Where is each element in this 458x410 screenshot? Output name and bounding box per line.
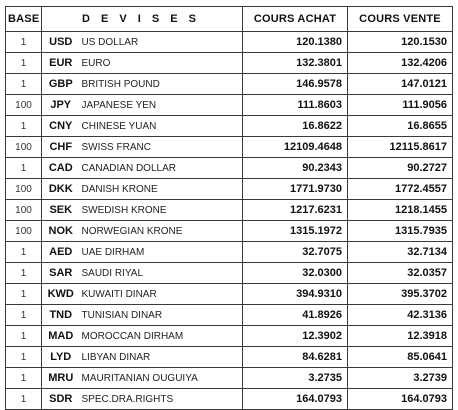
sell-rate: 90.2727 [348,158,453,179]
buy-rate: 120.1380 [243,32,348,53]
currency-code: CHF [42,137,80,158]
buy-rate: 32.0300 [243,263,348,284]
base-cell: 1 [6,242,42,263]
sell-rate: 1218.1455 [348,200,453,221]
base-cell: 1 [6,326,42,347]
table-row [6,389,453,410]
currency-name: BRITISH POUND [80,74,243,95]
currency-name: NORWEGIAN KRONE [80,221,243,242]
table-row [6,242,453,263]
base-cell: 1 [6,116,42,137]
sell-rate: 132.4206 [348,53,453,74]
currency-name: MOROCCAN DIRHAM [80,326,243,347]
buy-rate: 12.3902 [243,326,348,347]
sell-rate: 16.8655 [348,116,453,137]
base-cell: 100 [6,95,42,116]
base-cell: 1 [6,263,42,284]
buy-rate: 1771.9730 [243,179,348,200]
base-cell: 1 [6,389,42,410]
base-cell: 1 [6,158,42,179]
buy-rate: 111.8603 [243,95,348,116]
currency-code: KWD [42,284,80,305]
currency-name: CANADIAN DOLLAR [80,158,243,179]
currency-name: JAPANESE YEN [80,95,243,116]
currency-name: SAUDI RIYAL [80,263,243,284]
base-cell: 100 [6,221,42,242]
base-cell: 100 [6,179,42,200]
table-row [6,326,453,347]
buy-rate: 41.8926 [243,305,348,326]
currency-code: USD [42,32,80,53]
base-cell: 100 [6,137,42,158]
currency-name: TUNISIAN DINAR [80,305,243,326]
devises-header: D E V I S E S [42,7,243,32]
buy-rate: 132.3801 [243,53,348,74]
sell-rate: 42.3136 [348,305,453,326]
buy-rate: 16.8622 [243,116,348,137]
table-row [6,116,453,137]
currency-code: SDR [42,389,80,410]
currency-name: SWISS FRANC [80,137,243,158]
rate-rows [6,32,453,410]
sell-rate: 12.3918 [348,326,453,347]
base-cell: 1 [6,284,42,305]
table-row [6,263,453,284]
sell-rate: 3.2739 [348,368,453,389]
base-cell: 1 [6,53,42,74]
table-row [6,347,453,368]
currency-code: MAD [42,326,80,347]
base-cell: 1 [6,32,42,53]
buy-rate: 12109.4648 [243,137,348,158]
buy-rate-header: COURS ACHAT [243,7,348,32]
table-row [6,137,453,158]
currency-code: EUR [42,53,80,74]
buy-rate: 394.9310 [243,284,348,305]
sell-rate: 85.0641 [348,347,453,368]
currency-name: US DOLLAR [80,32,243,53]
buy-rate: 90.2343 [243,158,348,179]
currency-name: MAURITANIAN OUGUIYA [80,368,243,389]
sell-rate: 32.0357 [348,263,453,284]
currency-code: CNY [42,116,80,137]
currency-name: LIBYAN DINAR [80,347,243,368]
currency-code: SEK [42,200,80,221]
table-row [6,200,453,221]
buy-rate: 3.2735 [243,368,348,389]
sell-rate: 395.3702 [348,284,453,305]
table-row [6,95,453,116]
base-cell: 1 [6,347,42,368]
currency-name: DANISH KRONE [80,179,243,200]
buy-rate: 146.9578 [243,74,348,95]
buy-rate: 84.6281 [243,347,348,368]
table-row [6,284,453,305]
currency-name: CHINESE YUAN [80,116,243,137]
base-cell: 100 [6,200,42,221]
currency-code: DKK [42,179,80,200]
sell-rate: 147.0121 [348,74,453,95]
base-header: BASE [6,7,42,32]
table-row [6,74,453,95]
currency-code: MRU [42,368,80,389]
base-cell: 1 [6,368,42,389]
sell-rate: 120.1530 [348,32,453,53]
base-cell: 1 [6,74,42,95]
sell-rate: 111.9056 [348,95,453,116]
exchange-rate-table [5,6,453,410]
buy-rate: 1315.1972 [243,221,348,242]
currency-name: UAE DIRHAM [80,242,243,263]
currency-code: SAR [42,263,80,284]
sell-rate: 1315.7935 [348,221,453,242]
currency-name: SPEC.DRA.RIGHTS [80,389,243,410]
sell-rate: 164.0793 [348,389,453,410]
table-row [6,179,453,200]
table-row [6,221,453,242]
exchange-rate-sheet [5,6,452,405]
sell-rate: 12115.8617 [348,137,453,158]
currency-name: KUWAITI DINAR [80,284,243,305]
currency-code: GBP [42,74,80,95]
table-row [6,32,453,53]
currency-code: TND [42,305,80,326]
buy-rate: 1217.6231 [243,200,348,221]
table-row [6,158,453,179]
sell-rate-header: COURS VENTE [348,7,453,32]
table-row [6,305,453,326]
table-row [6,53,453,74]
currency-name: EURO [80,53,243,74]
buy-rate: 164.0793 [243,389,348,410]
sell-rate: 32.7134 [348,242,453,263]
currency-name: SWEDISH KRONE [80,200,243,221]
currency-code: NOK [42,221,80,242]
currency-code: CAD [42,158,80,179]
currency-code: LYD [42,347,80,368]
currency-code: JPY [42,95,80,116]
buy-rate: 32.7075 [243,242,348,263]
currency-code: AED [42,242,80,263]
table-row [6,368,453,389]
base-cell: 1 [6,305,42,326]
sell-rate: 1772.4557 [348,179,453,200]
header-row [6,7,453,32]
